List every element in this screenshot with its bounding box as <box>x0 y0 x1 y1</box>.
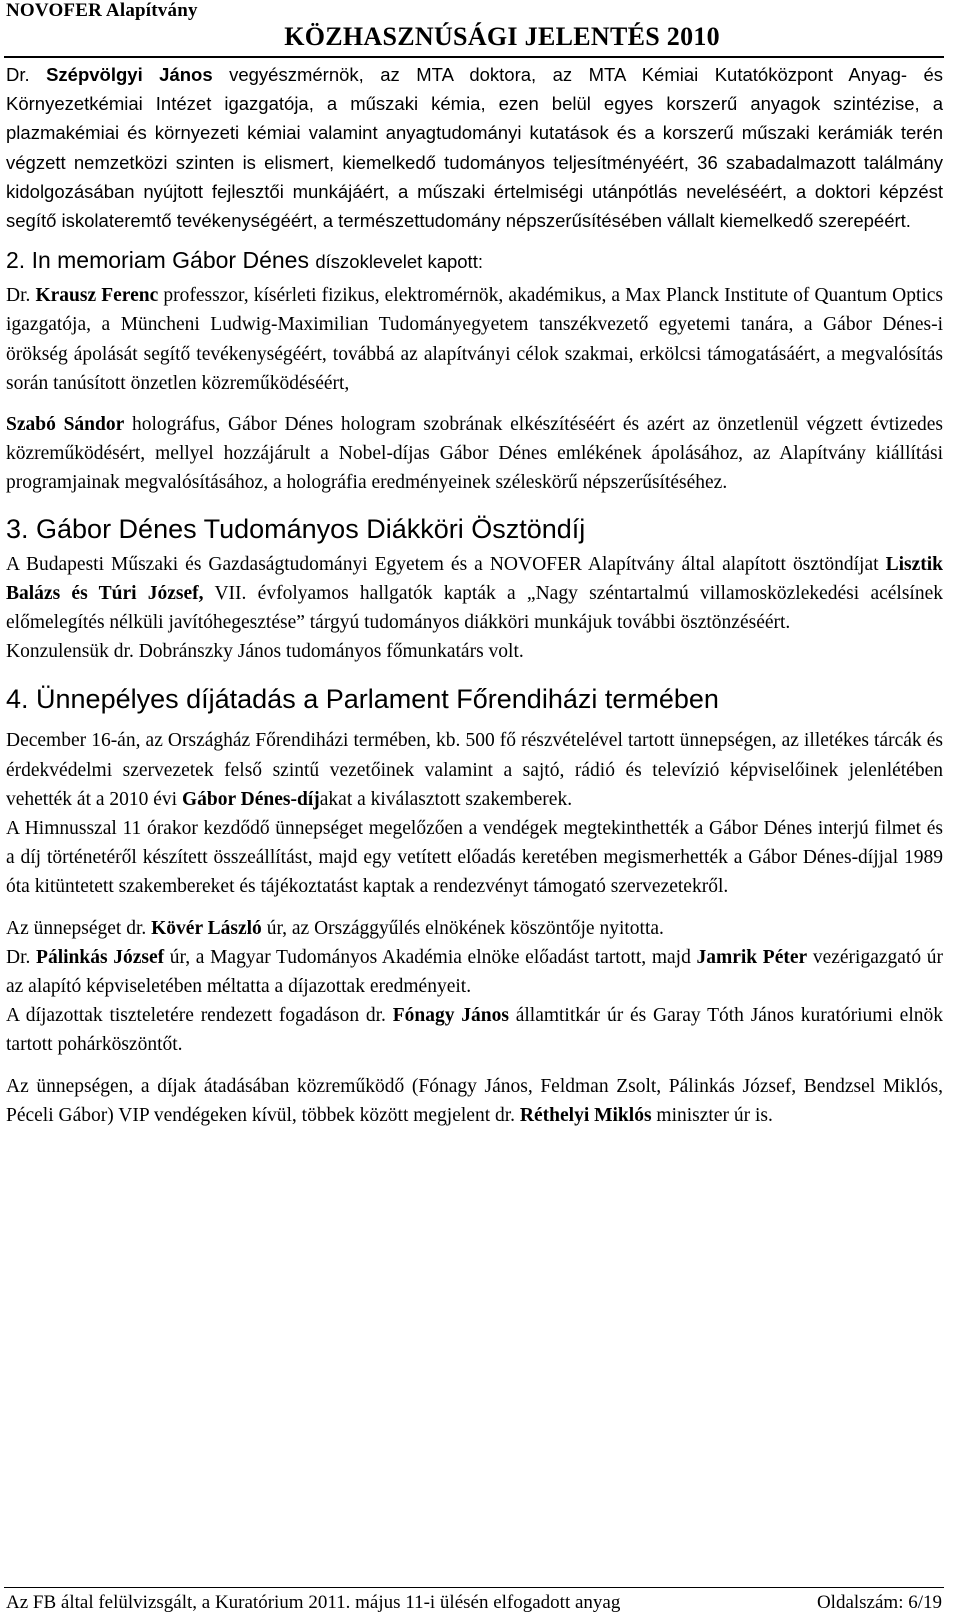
document-body <box>6 60 943 1130</box>
consultant-line: Konzulensük dr. Dobránszky János tudományos főmunkatárs volt. <box>6 641 524 663</box>
section-heading-2 <box>6 245 943 277</box>
footer-divider <box>4 1587 944 1588</box>
text-run: vegyészmérnök, az MTA doktora, az MTA Kémiai Kutatóközpont Anyag- és Környezetkémiai Intézet igazgatója, a műszaki kémia, ezen belül egyes korszerű anyagok szintézise, a plazmakémiai és környezeti kémiai valamint anyagtudományi kutatások és a korszerű műszaki kerámiák terén végzett nemzetközi szinten is elismert, kiemelkedő tudományos teljesítményéért, 36 szabadalmazott találmány kidolgozásában nyújtott fejlesztői munkájáért, a műszaki értelmiségi utánpótlás neveléséért, a doktori képzést segítő iskolateremtő tevékenységéért, a természettudomány népszerűsítésében vállalt kiemelkedő szerepéért. <box>6 64 944 232</box>
text-run: Dr. <box>6 285 36 307</box>
header-title: KÖZHASZNÚSÁGI JELENTÉS 2010 <box>284 22 720 51</box>
section-number: 2. <box>6 247 26 274</box>
text-run: úr, az Országgyűlés elnökének köszöntője nyitotta. <box>261 917 664 939</box>
text-run: Az ünnepségen, a díjak átadásában közreműködő (Fónagy János, Feldman Zsolt, Pálinkás József, Bendzsel Miklós, Péceli Gábor) VIP vendégeken kívül, többek között megjelent dr. <box>6 1075 943 1126</box>
header-divider <box>4 56 944 58</box>
award-paragraph-krausz <box>6 281 943 398</box>
awardee-name: Lisztik Balázs és Túri József, <box>6 553 943 604</box>
section-title-suffix: díszoklevelet kapott: <box>315 251 483 273</box>
text-run: professzor, kísérleti fizikus, elektromérnök, akadémikus, a Max Planck Institute of Quantum Optics igazgatója, a Müncheni Ludwig-Maximilian Tudományegyetem tanszékvezető egyetemi tanára, a Gábor Dénes-i örökség ápolását segítő tevékenységéért, továbbá az alapítványi célok szakmai, erkölcsi támogatásáért, a megvalósítás során tanúsított önzetlen közreműködéséért, <box>6 285 944 394</box>
person-name: Kövér László <box>151 917 262 939</box>
text-run: holográfus, Gábor Dénes hologram szobrának elkészítéséért és azért az önzetlenül végzett évtizedes közreműködésért, mellyel hozzájárult a Nobel-díjas Gábor Dénes emlékének ápolásához, az Alapítvány kiállítási programjainak megvalósításához, a holográfia eredményeinek széleskörű népszerűsítéséhez. <box>6 414 943 494</box>
header-organization: NOVOFER Alapítvány <box>6 0 198 21</box>
person-name: Jamrik Péter <box>696 946 808 968</box>
reception-paragraph <box>6 1001 943 1059</box>
text-run: miniszter úr is. <box>651 1104 773 1126</box>
text-run: December 16-án, az Országház Főrendiházi termében, kb. 500 fő részvételével tartott ünnepségen, az illetékes tárcák és érdekvédelmi szervezetek felső szintű vezetőinek valamint a sajtó, rádió és televízió képviselőinek jelenlétében vehették át a 2010 évi <box>6 730 943 810</box>
text-run: úr, a Magyar Tudományos Akadémia elnöke előadást tartott, majd <box>164 946 697 968</box>
opening-line <box>6 914 943 943</box>
person-name: Fónagy János <box>392 1005 509 1027</box>
text-run: VII. évfolyamos hallgatók kapták a „Nagy széntartalmú villamosközlekedési acélsínek előmelegítés nélküli javítóhegesztése” tárgyú tudományos diákköri munkájuk további ösztönzéséért. <box>6 582 943 634</box>
person-name: Pálinkás József <box>36 946 165 968</box>
footer-note: Az FB által felülvizsgált, a Kuratórium 2011. május 11-i ülésén elfogadott anyag <box>6 1592 621 1613</box>
vip-paragraph <box>6 1072 943 1130</box>
awardee-name: Szépvölgyi János <box>46 64 213 85</box>
text-run: Dr. <box>6 946 37 968</box>
section-title: In memoriam Gábor Dénes <box>25 247 316 274</box>
text-run: A Budapesti Műszaki és Gazdaságtudományi Egyetem és a NOVOFER Alapítvány által alapított ösztöndíjat <box>6 553 886 575</box>
page-number: Oldalszám: 6/19 <box>816 1592 942 1613</box>
text-run: Dr. <box>6 64 47 85</box>
lecture-paragraph <box>6 943 943 1001</box>
scholarship-paragraph <box>6 550 943 638</box>
text-run: Az ünnepséget dr. <box>6 917 152 939</box>
text-run: vezérigazgató úr az alapító képviseletében méltatta a díjazottak eredményeit. <box>6 946 944 998</box>
ceremony-program-paragraph: A Himnusszal 11 órakor kezdődő ünnepséget megelőzően a vendégek megtekinthették a Gábor Dénes interjú filmet és a díj történetéről készített összeállítást, majd egy vetített előadás keretében megismerhették a Gábor Dénes-díjjal 1989 óta kitüntetett szakembereket és tájékoztatást kaptak a rendezvényt támogató szervezetekről. <box>6 818 943 898</box>
section-heading-4: 4. Ünnepélyes díjátadás a Parlament Főrendiházi termében <box>6 684 719 715</box>
text-run: akat a kiválasztott szakemberek. <box>319 788 573 810</box>
ceremony-paragraph <box>6 726 943 814</box>
awardee-name: Szabó Sándor <box>6 414 125 436</box>
text-run: államtitkár úr és Garay Tóth János kuratóriumi elnök tartott pohárköszöntőt. <box>6 1005 943 1056</box>
award-paragraph-szepvolgyi <box>6 60 943 235</box>
award-paragraph-szabo <box>6 410 943 498</box>
award-name: Gábor Dénes-díj <box>181 788 320 810</box>
section-heading-3: 3. Gábor Dénes Tudományos Diákköri Ösztöndíj <box>6 513 586 544</box>
text-run: A díjazottak tiszteletére rendezett fogadáson dr. <box>6 1005 393 1027</box>
person-name: Réthelyi Miklós <box>519 1104 652 1126</box>
awardee-name: Krausz Ferenc <box>35 285 159 307</box>
